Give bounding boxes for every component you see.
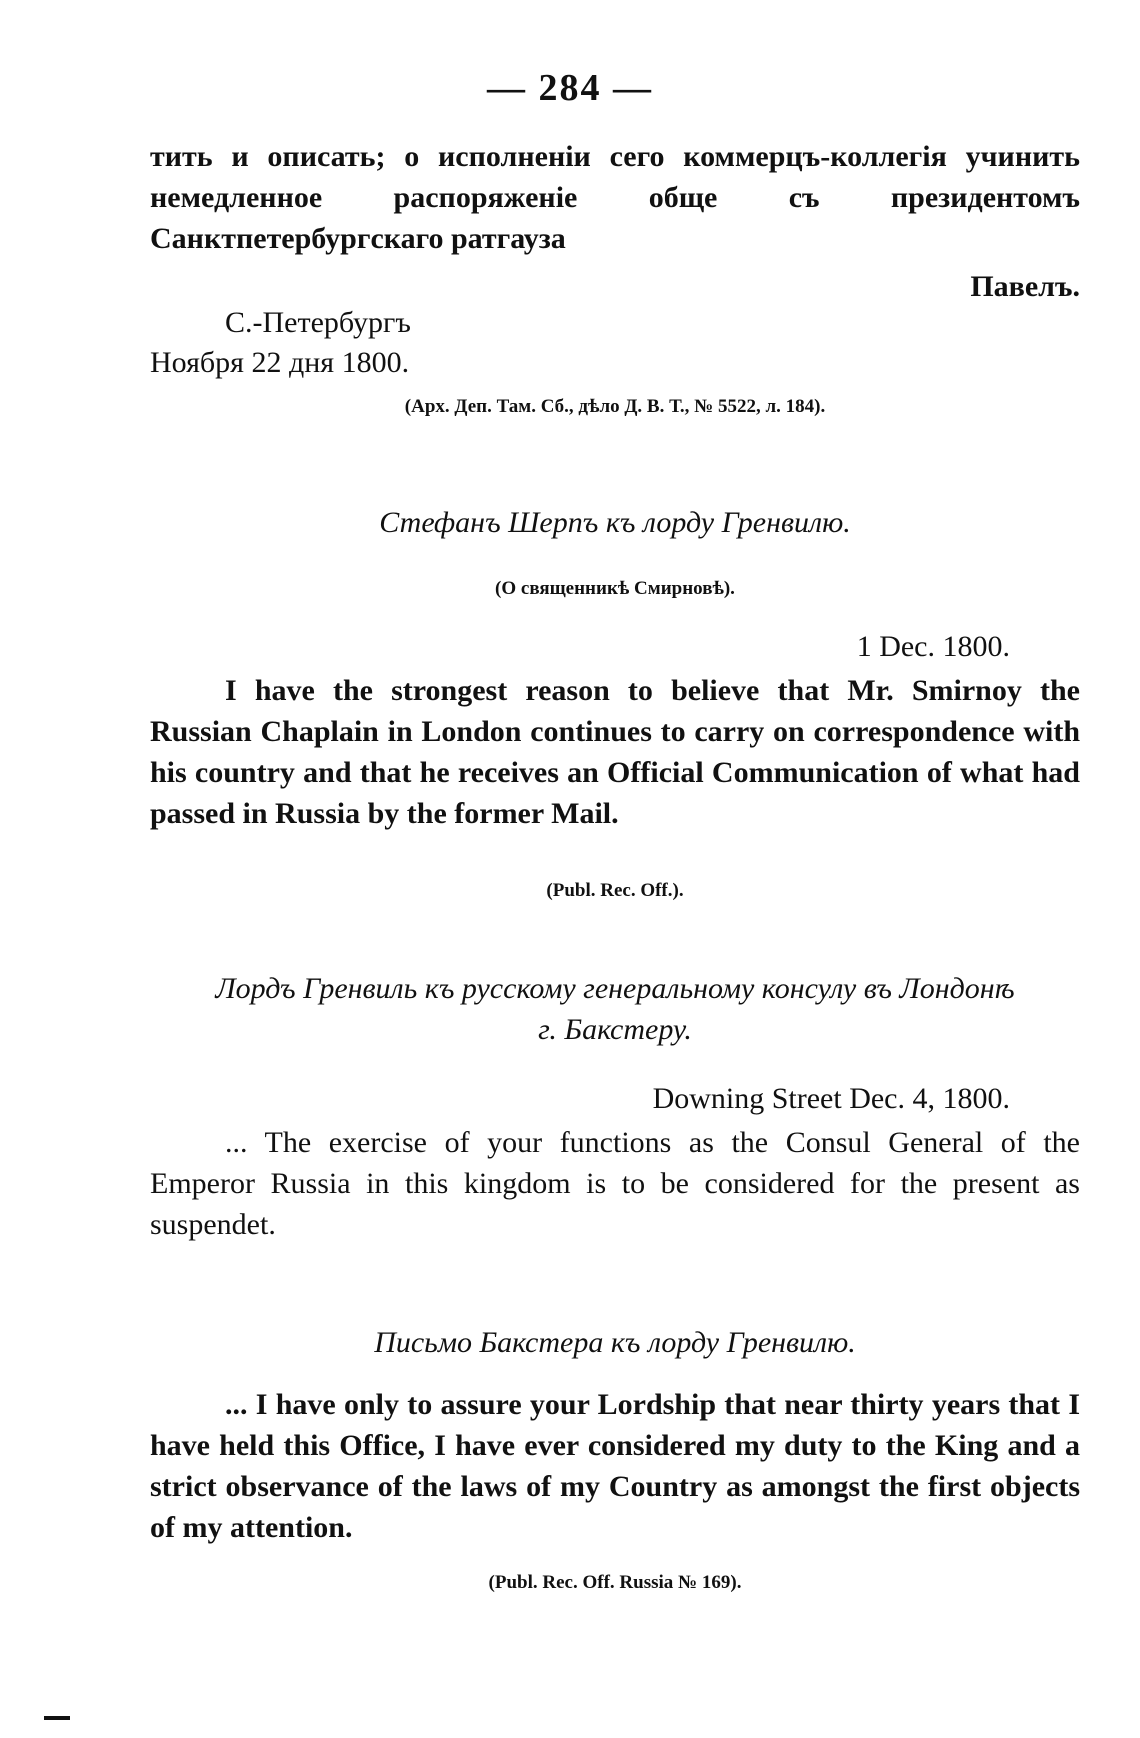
letter2-body: ... The exercise of your functions as the Consul General of the Emperor Russia in this kingdom is to be considered for the present as suspendet. <box>150 1126 1080 1241</box>
letter1-date: 1 Dec. 1800. <box>856 630 1010 663</box>
decree-date: Ноября 22 дня 1800. <box>150 346 410 379</box>
letter1-source: (Publ. Rec. Off.). <box>546 880 684 901</box>
margin-mark <box>44 1716 70 1720</box>
page-number: — 284 — <box>487 67 653 109</box>
letter1-subtitle: (О священникѣ Смирновѣ). <box>495 578 735 599</box>
letter1-title: Стефанъ Шерпъ къ лорду Гренвилю. <box>379 506 851 539</box>
letter3-source: (Publ. Rec. Off. Russia № 169). <box>488 1572 742 1593</box>
letter2-title-line1: Лордъ Гренвиль къ русскому генеральному консулу въ Лондонѣ <box>215 972 1015 1005</box>
letter3-body: ... I have only to assure your Lordship that near thirty years that I have held this Office, I have ever considered my duty to the King and a strict observance of the laws of my Country as amongst the first objects of my attention. <box>150 1388 1080 1544</box>
letter2-title <box>150 968 1080 1050</box>
decree-signature: Павелъ. <box>970 270 1080 303</box>
letter2-title-line2: г. Бакстеру. <box>538 1013 692 1046</box>
decree-place: С.-Петербургъ <box>225 306 411 339</box>
decree-text: тить и описать; о исполненіи сего коммерцъ-коллегія учинить немедленное распоряженіе обще съ президентомъ Санктпетербургскаго ратгауза <box>150 140 1080 255</box>
decree-source: (Арх. Деп. Там. Сб., дѣло Д. В. Т., № 5522, л. 184). <box>404 396 826 417</box>
letter2-date: Downing Street Dec. 4, 1800. <box>652 1082 1010 1115</box>
letter1-body: I have the strongest reason to believe that Mr. Smirnoy the Russian Chaplain in London continues to carry on correspondence with his country and that he receives an Official Communication of what had passed in Russia by the former Mail. <box>150 674 1080 830</box>
letter3-title: Письмо Бакстера къ лорду Гренвилю. <box>374 1326 856 1359</box>
